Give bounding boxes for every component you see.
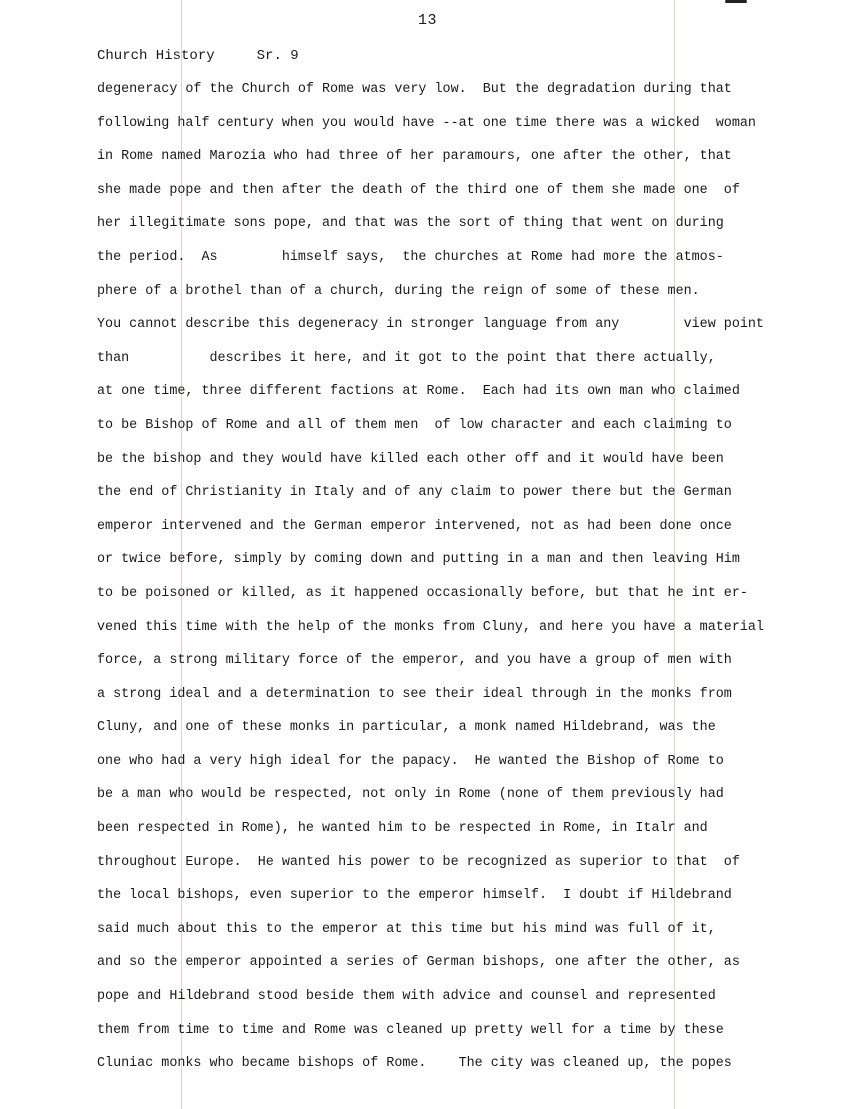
text-line: the end of Christianity in Italy and of any claim to power there but the German (97, 485, 732, 501)
text-line: emperor intervened and the German emperor intervened, not as had been done once (97, 518, 732, 534)
page-header (97, 48, 299, 64)
text-line: at one time, three different factions at Rome. Each had its own man who claimed (97, 384, 740, 400)
text-line: be a man who would be respected, not only in Rome (none of them previously had (97, 787, 724, 803)
text-line: them from time to time and Rome was cleaned up pretty well for a time by these (97, 1022, 724, 1038)
text-line: You cannot describe this degeneracy in stronger language from any view point (97, 317, 764, 333)
text-line: and so the emperor appointed a series of German bishops, one after the other, as (97, 955, 740, 971)
text-line: throughout Europe. He wanted his power to be recognized as superior to that of (97, 854, 740, 870)
page-number: 13 (417, 12, 437, 29)
text-line: than describes it here, and it got to the point that there actually, (97, 350, 716, 366)
text-line: she made pope and then after the death of the third one of them she made one of (97, 182, 740, 198)
text-line: been respected in Rome), he wanted him to be respected in Rome, in Italr and (97, 821, 708, 837)
text-line: be the bishop and they would have killed each other off and it would have been (97, 451, 724, 467)
text-line: degeneracy of the Church of Rome was very low. But the degradation during that (97, 82, 732, 97)
body-text (97, 80, 802, 1088)
text-line: pope and Hildebrand stood beside them with advice and counsel and represented (97, 989, 716, 1005)
text-line: the local bishops, even superior to the emperor himself. I doubt if Hildebrand (97, 888, 732, 904)
ink-mark (725, 0, 747, 3)
text-line: a strong ideal and a determination to see their ideal through in the monks from (97, 686, 732, 702)
text-line: following half century when you would have --at one time there was a wicked woman (97, 115, 756, 131)
text-line: phere of a brothel than of a church, during the reign of some of these men. (97, 283, 700, 299)
course-title: Church History (97, 48, 215, 64)
text-line: Cluniac monks who became bishops of Rome. The city was cleaned up, the popes (97, 1056, 732, 1072)
text-line: or twice before, simply by coming down and putting in a man and then leaving Him (97, 552, 740, 568)
text-line: one who had a very high ideal for the papacy. He wanted the Bishop of Rome to (97, 753, 724, 769)
text-line: to be Bishop of Rome and all of them men of low character and each claiming to (97, 417, 732, 433)
text-line: vened this time with the help of the monks from Cluny, and here you have a material (97, 619, 764, 635)
text-line: said much about this to the emperor at this time but his mind was full of it, (97, 921, 716, 937)
text-line: in Rome named Marozia who had three of her paramours, one after the other, that (97, 149, 732, 165)
text-line: force, a strong military force of the emperor, and you have a group of men with (97, 653, 732, 669)
section-label: Sr. 9 (256, 48, 299, 64)
text-line: her illegitimate sons pope, and that was the sort of thing that went on during (97, 216, 724, 232)
text-line: the period. As himself says, the churches at Rome had more the atmos- (97, 249, 724, 265)
text-line: Cluny, and one of these monks in particular, a monk named Hildebrand, was the (97, 720, 716, 736)
text-line: to be poisoned or killed, as it happened occasionally before, but that he int er- (97, 585, 748, 601)
